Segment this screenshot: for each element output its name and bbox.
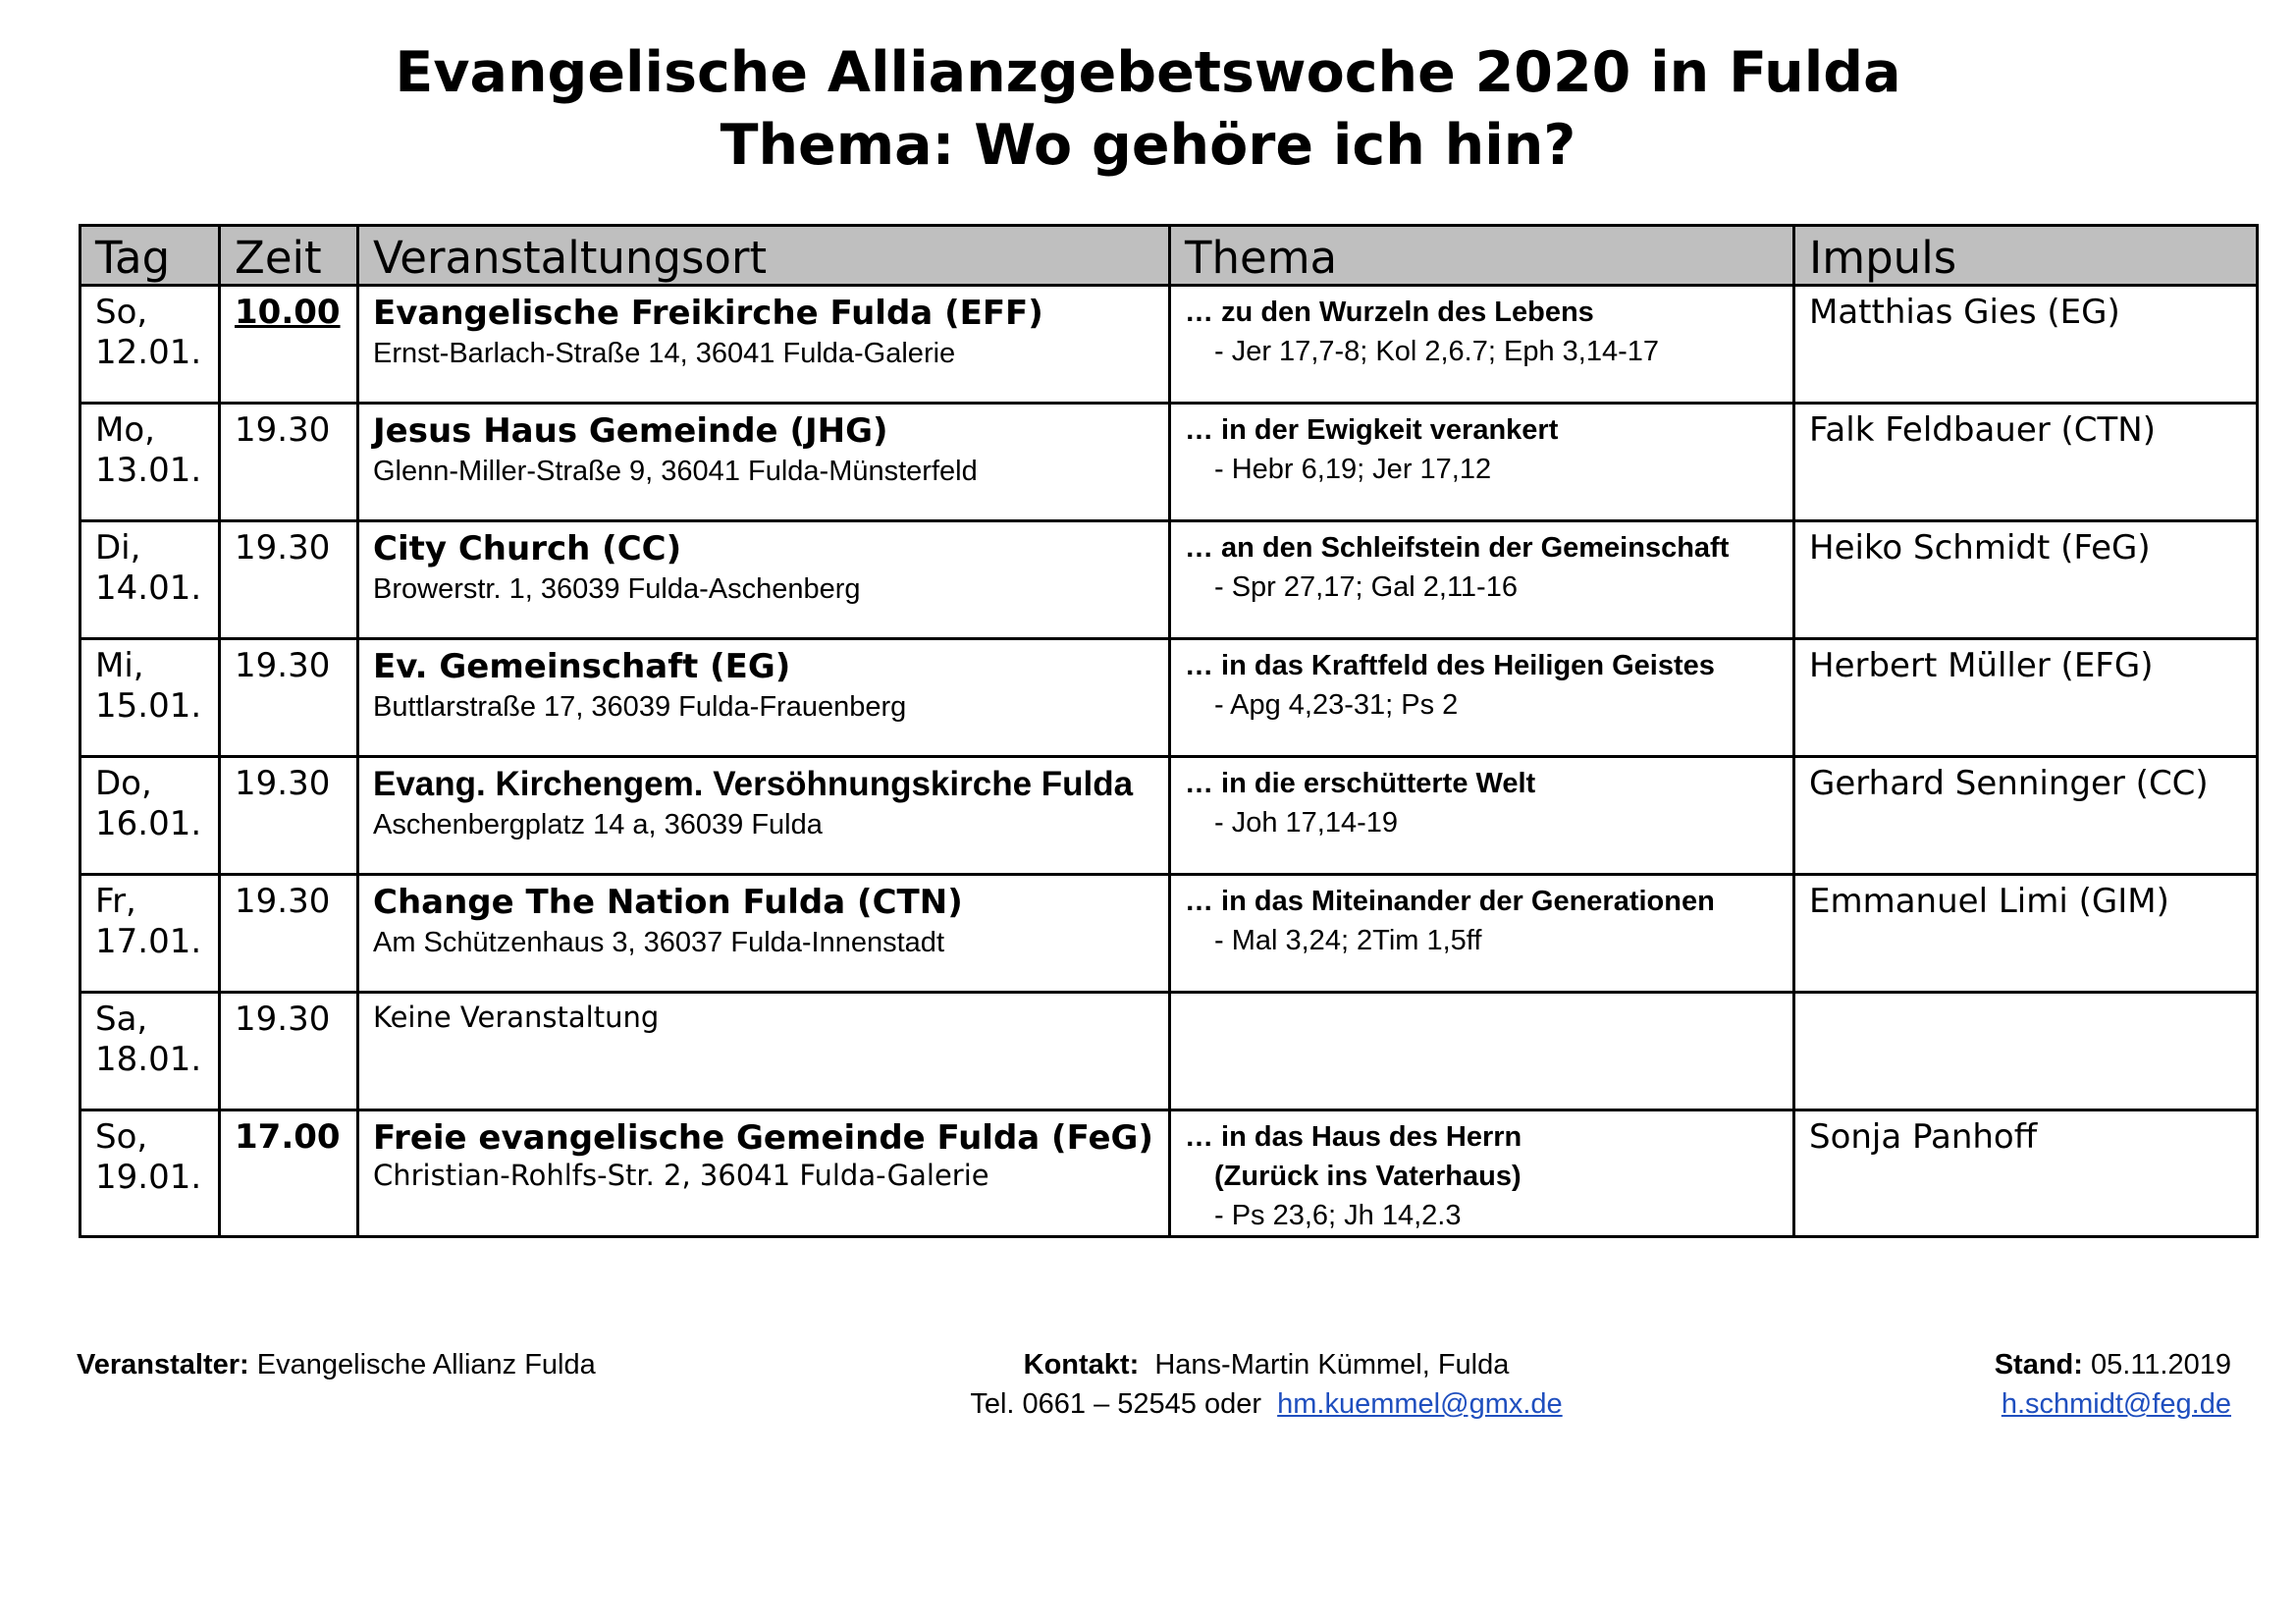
theme-verses: - Joh 17,14-19 <box>1214 807 1399 839</box>
venue-name: Jesus Haus Gemeinde (JHG) <box>373 411 888 451</box>
theme-verses: - Mal 3,24; 2Tim 1,5ff <box>1214 925 1482 956</box>
venue-address: Am Schützenhaus 3, 36037 Fulda-Innenstadt <box>373 927 944 958</box>
day-cell <box>80 404 220 521</box>
footer-stand <box>1995 1345 2231 1424</box>
organizer-label: Veranstalter: <box>77 1349 249 1380</box>
time-cell <box>220 875 358 993</box>
day-label: Di, <box>95 528 141 568</box>
day-label: Mi, <box>95 646 144 685</box>
venue-address: Ernst-Barlach-Straße 14, 36041 Fulda-Galerie <box>373 338 956 369</box>
table-row <box>80 404 2258 521</box>
theme-cell <box>1170 639 1794 757</box>
time-cell <box>220 286 358 404</box>
speaker-name: Matthias Gies (EG) <box>1809 293 2120 332</box>
venue-cell <box>358 639 1170 757</box>
venue-address: Aschenbergplatz 14 a, 36039 Fulda <box>373 809 823 840</box>
contact-line <box>775 1345 1757 1384</box>
theme-title: … in die erschütterte Welt <box>1185 768 1536 799</box>
venue-address: Browerstr. 1, 36039 Fulda-Aschenberg <box>373 573 861 605</box>
speaker-cell <box>1794 639 2258 757</box>
time-cell <box>220 639 358 757</box>
contact-email-link[interactable]: hm.kuemmel@gmx.de <box>1277 1388 1563 1420</box>
time-cell <box>220 404 358 521</box>
speaker-cell <box>1794 404 2258 521</box>
document-title: Evangelische Allianzgebetswoche 2020 in Fulda <box>395 40 1901 105</box>
venue-cell <box>358 521 1170 639</box>
venue-name: City Church (CC) <box>373 529 682 568</box>
day-cell <box>80 757 220 875</box>
date-label: 19.01. <box>95 1158 202 1197</box>
contact-label: Kontakt: <box>1023 1349 1140 1380</box>
footer-contact <box>775 1345 1757 1424</box>
venue-cell <box>358 993 1170 1110</box>
document-subtitle: Thema: Wo gehöre ich hin? <box>720 113 1576 178</box>
time-label: 19.30 <box>235 882 331 921</box>
venue-name: Freie evangelische Gemeinde Fulda (FeG) <box>373 1118 1153 1158</box>
theme-cell <box>1170 993 1794 1110</box>
venue-name: Evang. Kirchengem. Versöhnungskirche Fulda <box>373 765 1134 803</box>
venue-name: Keine Veranstaltung <box>373 1001 660 1034</box>
theme-verses: - Hebr 6,19; Jer 17,12 <box>1214 454 1492 485</box>
day-cell <box>80 993 220 1110</box>
time-label: 19.30 <box>235 1000 331 1039</box>
day-cell <box>80 286 220 404</box>
column-header-impuls: Impuls <box>1794 226 2258 286</box>
day-label: So, <box>95 293 148 332</box>
contact-name: Hans-Martin Kümmel, Fulda <box>1154 1349 1510 1380</box>
schedule-table <box>79 224 2259 1238</box>
date-label: 14.01. <box>95 568 202 608</box>
day-cell <box>80 875 220 993</box>
table-row <box>80 286 2258 404</box>
time-label: 19.30 <box>235 410 331 450</box>
speaker-name: Emmanuel Limi (GIM) <box>1809 882 2169 921</box>
theme-title: … in das Kraftfeld des Heiligen Geistes <box>1185 650 1715 681</box>
time-cell <box>220 993 358 1110</box>
stand-email-link[interactable]: h.schmidt@feg.de <box>2001 1388 2231 1420</box>
date-label: 17.01. <box>95 922 202 961</box>
venue-cell <box>358 757 1170 875</box>
time-label: 17.00 <box>235 1117 341 1157</box>
day-label: Sa, <box>95 1000 148 1039</box>
time-label: 10.00 <box>235 293 341 332</box>
contact-phone-line <box>775 1384 1757 1424</box>
speaker-name: Sonja Panhoff <box>1809 1117 2038 1157</box>
time-label: 19.30 <box>235 528 331 568</box>
speaker-name: Heiko Schmidt (FeG) <box>1809 528 2151 568</box>
day-label: So, <box>95 1117 148 1157</box>
speaker-name: Falk Feldbauer (CTN) <box>1809 410 2156 450</box>
stand-label: Stand: <box>1994 1349 2083 1380</box>
theme-cell <box>1170 286 1794 404</box>
day-cell <box>80 521 220 639</box>
theme-verses: - Apg 4,23-31; Ps 2 <box>1214 689 1459 721</box>
venue-address: Glenn-Miller-Straße 9, 36041 Fulda-Münsterfeld <box>373 456 978 487</box>
theme-subtitle: (Zurück ins Vaterhaus) <box>1214 1161 1522 1192</box>
column-header-zeit: Zeit <box>220 226 358 286</box>
venue-name: Evangelische Freikirche Fulda (EFF) <box>373 294 1043 333</box>
column-header-thema: Thema <box>1170 226 1794 286</box>
theme-title: … in der Ewigkeit verankert <box>1185 414 1559 446</box>
date-label: 12.01. <box>95 333 202 372</box>
time-cell <box>220 1110 358 1237</box>
theme-cell <box>1170 521 1794 639</box>
speaker-cell <box>1794 875 2258 993</box>
contact-phone: Tel. 0661 – 52545 oder <box>970 1388 1262 1420</box>
time-label: 19.30 <box>235 764 331 803</box>
speaker-cell <box>1794 993 2258 1110</box>
table-row <box>80 875 2258 993</box>
theme-title: … in das Haus des Herrn <box>1185 1121 1522 1153</box>
day-label: Do, <box>95 764 152 803</box>
time-label: 19.30 <box>235 646 331 685</box>
table-header-row <box>80 226 2258 286</box>
speaker-name: Gerhard Senninger (CC) <box>1809 764 2209 803</box>
venue-name: Ev. Gemeinschaft (EG) <box>373 647 791 686</box>
venue-address: Buttlarstraße 17, 36039 Fulda-Frauenberg <box>373 691 907 723</box>
speaker-cell <box>1794 286 2258 404</box>
theme-cell <box>1170 404 1794 521</box>
footer-organizer <box>77 1345 596 1384</box>
day-cell <box>80 639 220 757</box>
venue-cell <box>358 875 1170 993</box>
theme-cell <box>1170 1110 1794 1237</box>
speaker-cell <box>1794 757 2258 875</box>
venue-cell <box>358 1110 1170 1237</box>
stand-line <box>1995 1345 2231 1384</box>
table-row <box>80 521 2258 639</box>
speaker-name: Herbert Müller (EFG) <box>1809 646 2154 685</box>
venue-cell <box>358 286 1170 404</box>
table-row <box>80 639 2258 757</box>
theme-verses: - Jer 17,7-8; Kol 2,6.7; Eph 3,14-17 <box>1214 336 1659 367</box>
time-cell <box>220 757 358 875</box>
date-label: 15.01. <box>95 686 202 726</box>
date-label: 13.01. <box>95 451 202 490</box>
day-label: Mo, <box>95 410 155 450</box>
theme-title: … zu den Wurzeln des Lebens <box>1185 297 1594 328</box>
speaker-cell <box>1794 521 2258 639</box>
table-row <box>80 1110 2258 1237</box>
table-row <box>80 993 2258 1110</box>
theme-cell <box>1170 757 1794 875</box>
day-cell <box>80 1110 220 1237</box>
theme-title: … an den Schleifstein der Gemeinschaft <box>1185 532 1730 564</box>
theme-verses: - Ps 23,6; Jh 14,2.3 <box>1214 1200 1462 1231</box>
column-header-veranstaltungsort: Veranstaltungsort <box>358 226 1170 286</box>
theme-cell <box>1170 875 1794 993</box>
speaker-cell <box>1794 1110 2258 1237</box>
day-label: Fr, <box>95 882 136 921</box>
venue-address: Christian-Rohlfs-Str. 2, 36041 Fulda-Galerie <box>373 1159 989 1192</box>
column-header-tag: Tag <box>80 226 220 286</box>
date-label: 18.01. <box>95 1040 202 1079</box>
theme-verses: - Spr 27,17; Gal 2,11-16 <box>1214 571 1518 603</box>
stand-date: 05.11.2019 <box>2091 1349 2231 1380</box>
time-cell <box>220 521 358 639</box>
date-label: 16.01. <box>95 804 202 843</box>
theme-title: … in das Miteinander der Generationen <box>1185 886 1715 917</box>
venue-cell <box>358 404 1170 521</box>
venue-name: Change The Nation Fulda (CTN) <box>373 883 963 922</box>
table-row <box>80 757 2258 875</box>
organizer-name: Evangelische Allianz Fulda <box>256 1349 596 1380</box>
